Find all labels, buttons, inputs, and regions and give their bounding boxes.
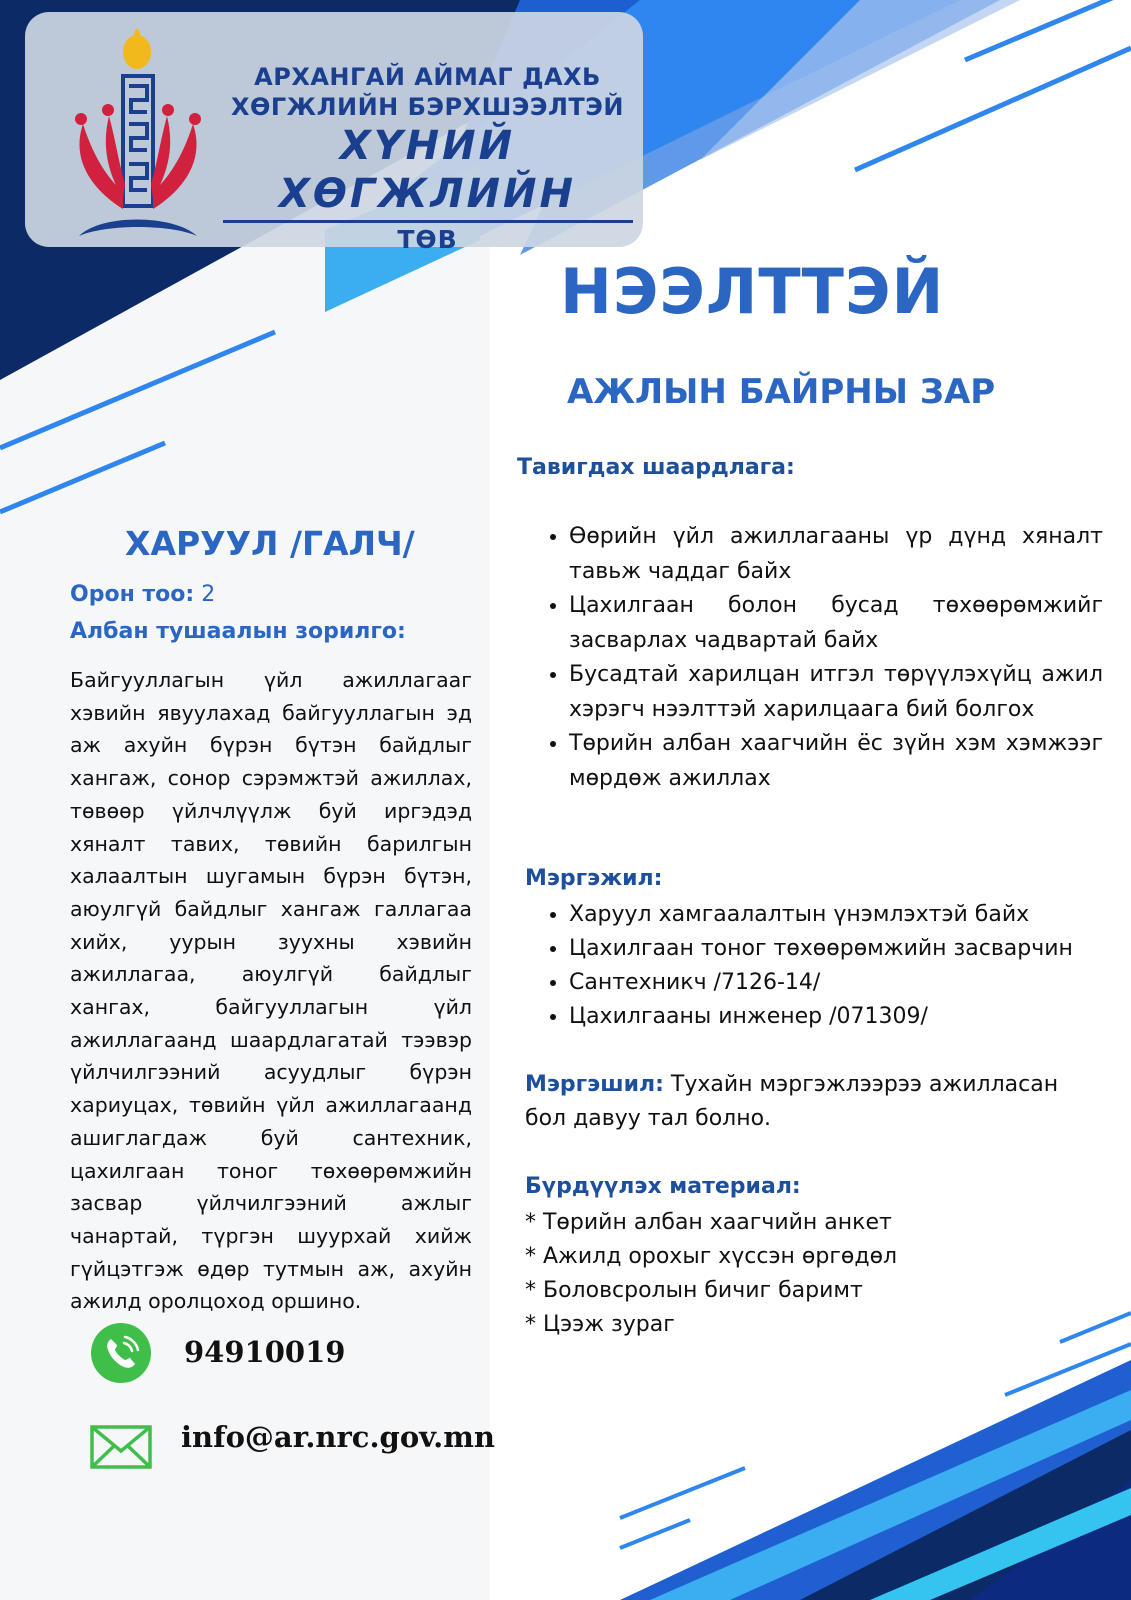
page-title: НЭЭЛТТЭЙ — [560, 255, 945, 328]
requirements-heading: Тавигдах шаардлага: — [517, 455, 795, 480]
logo-line-4: ТӨВ — [397, 225, 458, 254]
deco-line — [855, 48, 1131, 170]
mail-icon — [90, 1425, 152, 1469]
purpose-description: Байгууллагын үйл ажиллагааг хэвийн явуулахад байгууллагын эд аж ахуйн бүрэн бүтэн байдлыг хангаж, сонор сэрэмжтэй ажиллах, төвөөр үйлчлүүлж буй иргэдэд хяналт тавих, төвийн барилгын халаалтын шугамын бүрэн бүтэн, аюулгүй байдлыг хангаж галлагаа хийх, уурын зуухны хэвийн ажиллагаа, аюулгүй байдлыг хангах, байгууллагын үйл ажиллагаанд шаардлагатай тээвэр үйлчилгээний асуудлыг бүрэн хариуцах, төвийн үйл ажиллагаанд ашиглагдаж буй сантехник, цахилгаан тоног төхөөрөмжийн засвар үйлчилгээний ажлыг чанартай, түргэн шуурхай хийж гүйцэтгэж өдөр тутмын аж, ахуйн ажилд оролцоход оршино. — [70, 668, 472, 1314]
list-item: • Цахилгааны инженер /071309/ — [569, 1000, 1103, 1034]
profession-list — [533, 898, 1103, 1034]
profession-heading: Мэргэжил: — [525, 866, 663, 891]
deco-line — [0, 443, 165, 512]
purpose-heading: Албан тушаалын зорилго: — [70, 619, 406, 644]
materials-list — [525, 1206, 897, 1342]
skill-label: Мэргэшил: — [525, 1072, 664, 1097]
list-item: • Бусадтай харилцан итгэл төрүүлэхүйц ажил хэрэгч нээлттэй харилцаага бий болгох — [569, 658, 1103, 727]
materials-heading: Бүрдүүлэх материал: — [525, 1174, 801, 1199]
list-item: • Харуул хамгаалалтын үнэмлэхтэй байх — [569, 898, 1103, 932]
logo-line-2: ХӨГЖЛИЙН БЭРХШЭЭЛТЭЙ — [230, 93, 624, 121]
organization-emblem-icon — [61, 24, 221, 239]
deco-line — [620, 1468, 745, 1518]
list-item: * Боловсролын бичиг баримт — [525, 1278, 863, 1303]
list-item: • Өөрийн үйл ажиллагааны үр дүнд хяналт тавьж чаддаг байх — [569, 520, 1103, 589]
list-item: * Цээж зураг — [525, 1312, 675, 1337]
phone-icon — [91, 1323, 151, 1383]
vacancy-value: 2 — [201, 582, 216, 607]
logo-line-1: АРХАНГАЙ АЙМАГ ДАХЬ — [254, 63, 601, 91]
phone-number[interactable]: 94910019 — [184, 1335, 346, 1369]
vacancy-count — [70, 582, 215, 607]
skill-text: Тухайн мэргэжлээрээ ажилласан бол давуу тал болно. — [525, 1072, 1059, 1131]
logo-line-3: ХҮНИЙ ХӨГЖЛИЙН — [279, 123, 576, 217]
requirements-list — [533, 520, 1103, 796]
organization-name — [215, 62, 640, 257]
list-item: • Цахилгаан болон бусад төхөөрөмжийг засварлах чадвартай байх — [569, 589, 1103, 658]
page-subtitle: АЖЛЫН БАЙРНЫ ЗАР — [567, 372, 996, 412]
email-address[interactable]: info@ar.nrc.gov.mn — [181, 1420, 495, 1454]
list-item: * Ажилд орохыг хүссэн өргөдөл — [525, 1244, 898, 1269]
list-item: • Сантехникч /7126-14/ — [569, 966, 1103, 1000]
deco-line — [1060, 1313, 1131, 1342]
list-item: • Төрийн албан хаагчийн ёс зүйн хэм хэмжээг мөрдөж ажиллах — [569, 727, 1103, 796]
skill-paragraph — [525, 1068, 1070, 1136]
logo-panel — [25, 12, 643, 254]
list-item: • Цахилгаан тоног төхөөрөмжийн засварчин — [569, 932, 1103, 966]
deco-line — [620, 1520, 690, 1548]
vacancy-label: Орон тоо: — [70, 582, 195, 607]
position-title: ХАРУУЛ /ГАЛЧ/ — [125, 524, 415, 563]
list-item: * Төрийн албан хаагчийн анкет — [525, 1210, 892, 1235]
